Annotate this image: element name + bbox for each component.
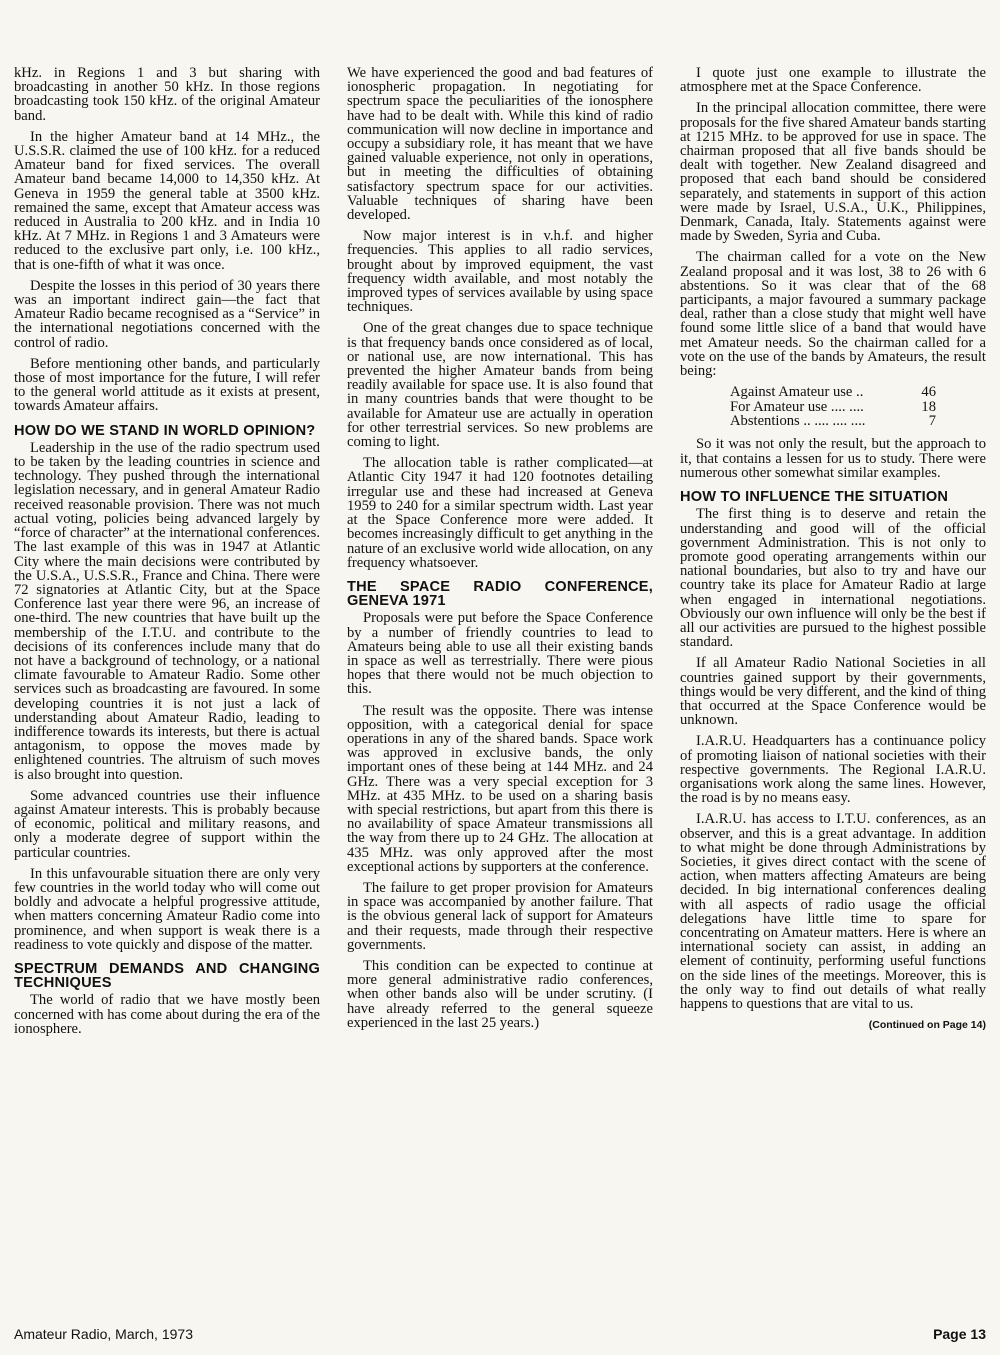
vote-result-row	[730, 414, 936, 428]
vote-count: 18	[921, 398, 936, 415]
paragraph: Despite the losses in this period of 30 years there was an important indirect gain—the fact that Amateur Radio became recognised as a “Service” in the international negotiations concerned with the control of radio.	[14, 277, 320, 351]
vote-label: Abstentions .. .... .... ....	[730, 413, 866, 430]
section-heading: SPECTRUM DEMANDS AND CHANGING TECHNIQUES	[14, 960, 320, 992]
paragraph: Before mentioning other bands, and particularly those of most importance for the future, I will refer to the general world attitude as it exists at present, towards Amateur affairs.	[14, 355, 320, 415]
vote-count: 7	[928, 413, 936, 430]
paragraph: Proposals were put before the Space Conference by a number of friendly countries to lead to Amateurs being able to use all their existing bands in space as well as terrestrially. There were pious hopes that there would not be much objection to this.	[347, 610, 653, 698]
text-column-3	[680, 66, 986, 1032]
paragraph: We have experienced the good and bad features of ionospheric propagation. In negotiating for spectrum space the peculiarities of the ionosphere have had to be dealt with. While this kind of radio communication will now decline in importance and occupy a subsidiary role, it has meant that we have gained valuable experience, not only in operations, but in meeting the difficulties of obtaining satisfactory spectrum space for our activities. Valuable techniques of sharing have been developed.	[347, 65, 653, 224]
paragraph: In this unfavourable situation there are only very few countries in the world today who will come out boldly and advocate a helpful progressive attitude, when matters concerning Amateur Radio come into prominence, and when support is weak there is a readiness to vote quickly and dispose of the matter.	[14, 865, 320, 953]
section-heading: HOW DO WE STAND IN WORLD OPINION?	[14, 422, 316, 439]
section-heading: HOW TO INFLUENCE THE SITUATION	[680, 489, 949, 506]
paragraph: So it was not only the result, but the approach to it, that contains a lessen for us to study. There were numerous other somewhat similar examples.	[680, 436, 986, 481]
vote-results-table	[730, 385, 986, 428]
paragraph: The failure to get proper provision for Amateurs in space was accompanied by another failure. That is the obvious general lack of support for Amateurs and their requests, made through their respective governments.	[347, 879, 653, 953]
vote-count: 46	[921, 384, 936, 401]
paragraph: The chairman called for a vote on the New Zealand proposal and it was lost, 38 to 26 with 6 abstentions. So it was clear that of the 68 participants, a major favoured a summary package deal, rather than a close study that might well have found some little slice of a band that would have met Amateur needs. So the chairman called for a vote on the use of the bands by Amateurs, the result being:	[680, 249, 986, 380]
paragraph: Leadership in the use of the radio spectrum used to be taken by the leading countries in science and technology. They pushed through the international legislation necessary, and in general Amateur Radio received reasonable provision. There was not much actual voting, policies being advanced largely by “force of character” at the international conferences. The last example of this was in 1947 at Atlantic City where the main decisions were contributed by the U.S.A., U.S.S.R., France and China. There were 72 signatories at Atlantic City, but at the Space Conference last year there were 96, an increase of one-third. The new countries that have built up the membership of the I.T.U. and contribute to the decisions of its conferences include many that do not have a background of technology, or a national climate favourable to Amateur Radio. Some other services such as broadcasting are favoured. In some developing countries it is not just a lack of understanding about Amateur Radio, leading to indifference towards its interests, but there is actual antagonism, to oppose the moves made by enlightened countries. The altruism of such moves is also brought into question.	[14, 439, 320, 783]
vote-label: For Amateur use .... ....	[730, 398, 864, 415]
text-column-1	[14, 66, 320, 1043]
paragraph: The allocation table is rather complicated—at Atlantic City 1947 it had 120 footnotes detailing irregular use and these had increased at Geneva 1959 to 240 for a similar spectrum width. Last year at the Space Conference more were added. It becomes increasingly difficult to get anything in the nature of an exclusive world wide allocation, on any frequency whatsoever.	[347, 455, 653, 571]
paragraph: Some advanced countries use their influence against Amateur interests. This is probably because of economic, political and military reasons, and only a moderate degree of support within the particular countries.	[14, 787, 320, 861]
paragraph: Now major interest is in v.h.f. and higher frequencies. This applies to all radio services, brought about by improved equipment, the vast frequency width available, and most notably the improved types of services available by using space techniques.	[347, 228, 653, 316]
paragraph: I.A.R.U. has access to I.T.U. conferences, as an observer, and this is a great advantage. In addition to what might be done through Administrations by Societies, it gives direct contact with the scene of action, when matters affecting Amateurs are being decided. In big international conferences dealing with all aspects of radio usage the official delegations have little time to spare for concentrating on Amateur matters. Here is where an international society can assist, in adding an element of continuity, performing useful functions on the side lines of the meetings. Moreover, this is the only way to find out details of what really happens to questions that are vital to us.	[680, 811, 986, 1012]
footer-page-number: Page 13	[933, 1326, 986, 1342]
section-heading: THE SPACE RADIO CONFERENCE, GENEVA 1971	[347, 578, 653, 610]
paragraph: I quote just one example to illustrate the atmosphere met at the Space Conference.	[680, 65, 986, 96]
paragraph: One of the great changes due to space technique is that frequency bands once considered as of local, or national use, are now international. This has prevented the higher Amateur bands from being readily available for space use. It is also found that in many countries bands that were thought to be available for Amateur use are actually in operation for other terrestrial services. So new problems are coming to light.	[347, 320, 653, 451]
continued-note: (Continued on Page 14)	[868, 1019, 986, 1032]
paragraph: If all Amateur Radio National Societies in all countries gained support by their governments, things would be very different, and the kind of thing that occurred at the Space Conference would be unknown.	[680, 655, 986, 729]
footer-publication: Amateur Radio, March, 1973	[14, 1326, 193, 1342]
vote-result-row	[730, 385, 936, 399]
paragraph: The first thing is to deserve and retain the understanding and good will of the official government Administration. This is not only to promote good operating arrangements within our national boundaries, but also to try and have our country take its place for Amateur Radio at large when engaged in international negotiations. Obviously our own influence will only be the best if all our activities are pursued to the highest possible standard.	[680, 506, 986, 651]
page-footer	[14, 1326, 986, 1346]
paragraph: kHz. in Regions 1 and 3 but sharing with broadcasting in another 50 kHz. In those regions broadcasting took 150 kHz. of the original Amateur band.	[14, 65, 320, 124]
vote-result-row	[730, 400, 936, 414]
paragraph: The result was the opposite. There was intense opposition, with a categorical denial for space operations in any of the shared bands. Space work was approved in exclusive bands, the only important ones of these being at 144 MHz. and 24 GHz. There was a very special exception for 3 MHz. at 435 MHz. to be used on a sharing basis with special restrictions, but apart from this there is no availability of space Amateur transmissions all the way from there up to 24 GHz. The allocation at 435 MHz. was only approved after the most exceptional actions by supporters at the conference.	[347, 702, 653, 875]
paragraph: The world of radio that we have mostly been concerned with has come about during the era of the ionosphere.	[14, 992, 320, 1037]
vote-label: Against Amateur use ..	[730, 384, 864, 401]
text-column-2	[347, 66, 653, 1037]
paragraph: This condition can be expected to continue at more general administrative radio conferences, when other bands also will be under scrutiny. (I have already referred to the general squeeze experienced in the last 25 years.)	[347, 957, 653, 1031]
paragraph: In the higher Amateur band at 14 MHz., the U.S.S.R. claimed the use of 100 kHz. for a reduced Amateur band for fixed services. The overall Amateur band became 14,000 to 14,350 kHz. At Geneva in 1959 the general table at 3500 kHz. remained the same, except that Amateur access was reduced in Australia to 200 kHz. and in India 10 kHz. At 7 MHz. in Regions 1 and 3 Amateurs were reduced to the exclusive part only, i.e. 100 kHz., that is one-fifth of what it was once.	[14, 128, 320, 273]
paragraph: I.A.R.U. Headquarters has a continuance policy of promoting liaison of national societies with their respective governments. The Regional I.A.R.U. organisations work along the same lines. However, the road is by no means easy.	[680, 733, 986, 807]
paragraph: In the principal allocation committee, there were proposals for the five shared Amateur bands starting at 1215 MHz. to be approved for use in space. The chairman proposed that all five bands should be dealt with together. New Zealand disagreed and proposed that each band should be considered separately, and statements in support of this action were made by Israel, U.S.A., U.K., Philippines, Denmark, Canada, Italy. Statements against were made by Sweden, Syria and Cuba.	[680, 100, 986, 245]
